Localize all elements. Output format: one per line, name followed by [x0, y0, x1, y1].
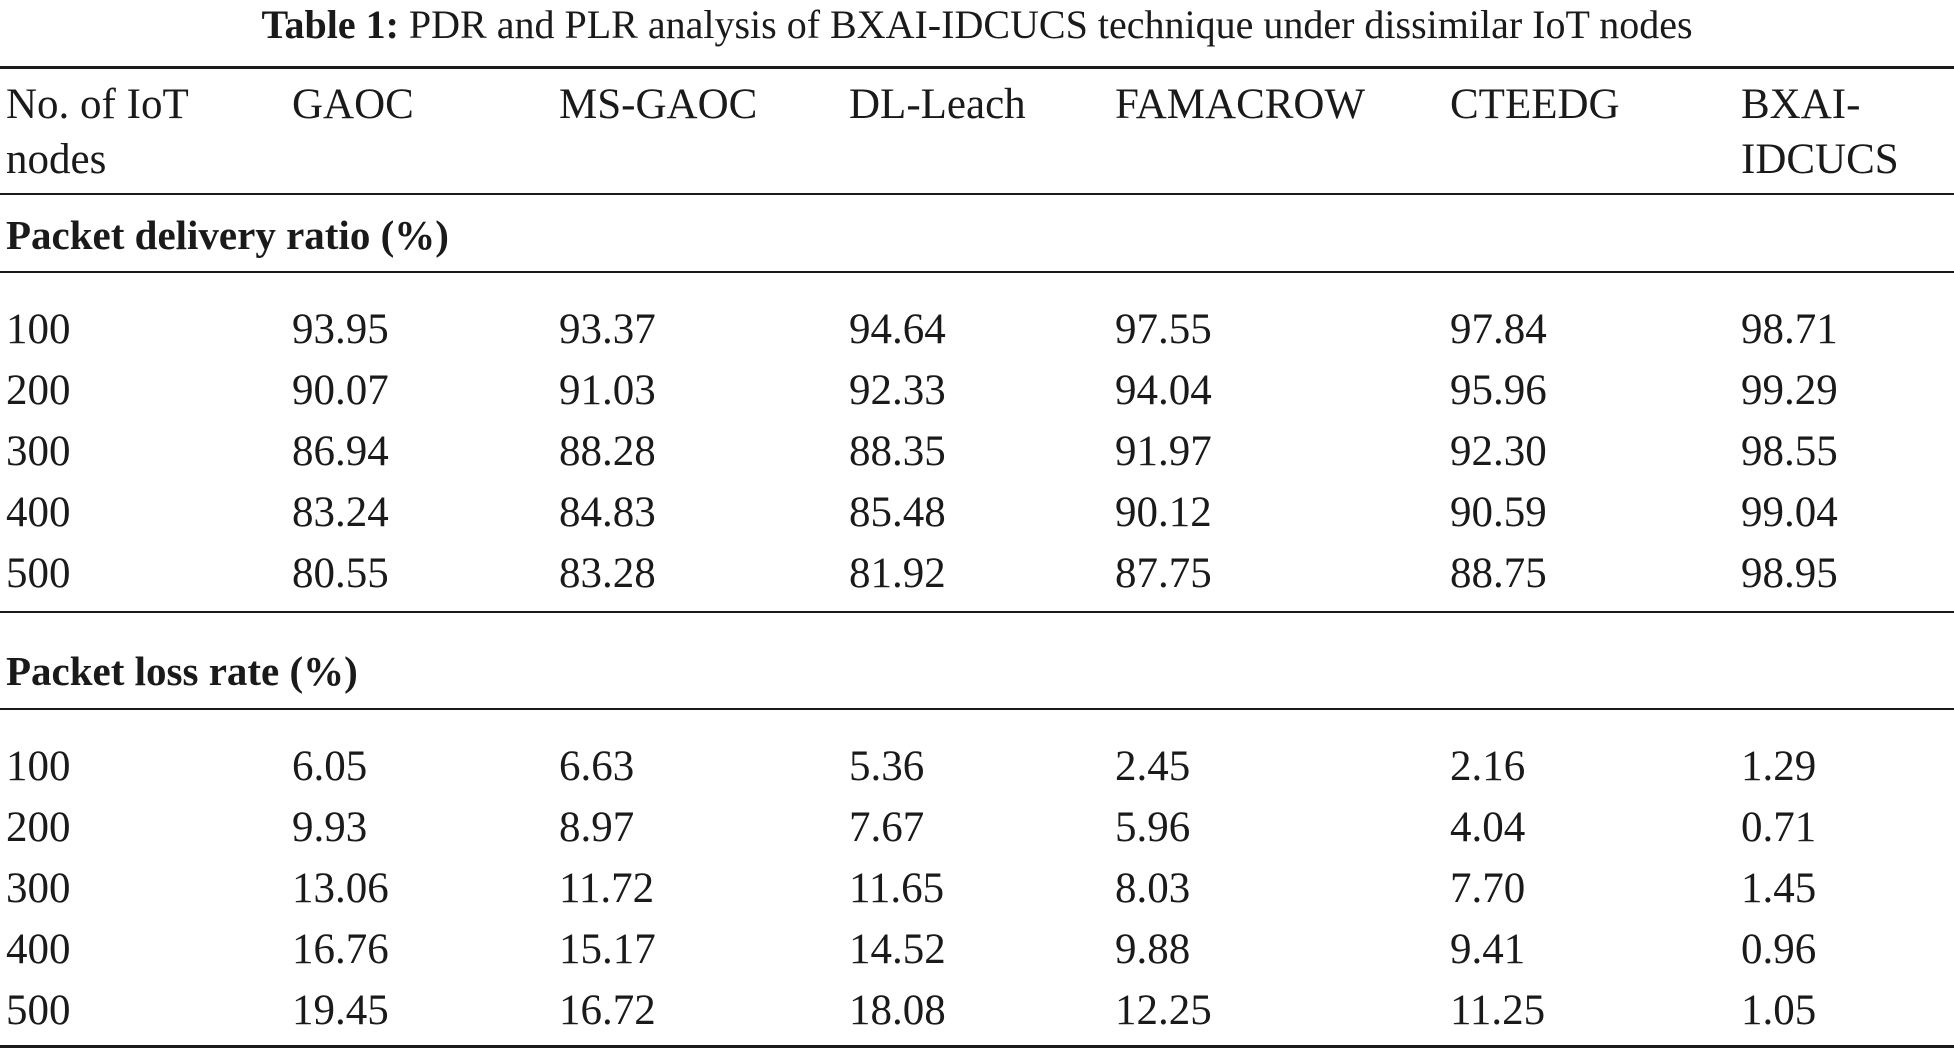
header-bxai-idcucs: [1741, 77, 1899, 187]
table-row: [0, 360, 1954, 421]
cell-dl-leach: 5.36: [849, 743, 925, 790]
table-row: [0, 797, 1954, 858]
cell-dl-leach: 85.48: [849, 489, 946, 536]
header-nodes-line1: No. of IoT: [6, 81, 189, 128]
cell-gaoc: 6.05: [292, 743, 368, 790]
table-row: [0, 421, 1954, 482]
cell-cteedg: 88.75: [1450, 550, 1547, 597]
header-bxai-line1: BXAI-: [1741, 81, 1861, 128]
section-title-pdr: Packet delivery ratio (%): [6, 212, 449, 258]
cell-bxai-idcucs: 1.05: [1741, 987, 1817, 1034]
cell-gaoc: 13.06: [292, 865, 389, 912]
cell-ms-gaoc: 6.63: [559, 743, 635, 790]
cell-bxai-idcucs: 99.04: [1741, 489, 1838, 536]
cell-gaoc: 83.24: [292, 489, 389, 536]
cell-famacrow: 8.03: [1115, 865, 1191, 912]
cell-dl-leach: 92.33: [849, 367, 946, 414]
cell-nodes: 100: [6, 743, 71, 790]
cell-gaoc: 86.94: [292, 428, 389, 475]
header-nodes-line2: nodes: [6, 136, 107, 183]
cell-bxai-idcucs: 0.96: [1741, 926, 1817, 973]
cell-famacrow: 9.88: [1115, 926, 1191, 973]
section-divider-rule: [0, 611, 1954, 613]
cell-dl-leach: 18.08: [849, 987, 946, 1034]
cell-dl-leach: 11.65: [849, 865, 945, 912]
table-row: [0, 299, 1954, 360]
table-caption: [0, 0, 1954, 52]
cell-dl-leach: 88.35: [849, 428, 946, 475]
cell-dl-leach: 7.67: [849, 804, 925, 851]
table-row: [0, 482, 1954, 543]
section-plr-rule: [0, 708, 1954, 710]
cell-gaoc: 93.95: [292, 306, 389, 353]
cell-ms-gaoc: 8.97: [559, 804, 635, 851]
cell-cteedg: 11.25: [1450, 987, 1546, 1034]
caption-label: Table 1:: [261, 2, 399, 47]
cell-gaoc: 9.93: [292, 804, 368, 851]
cell-ms-gaoc: 91.03: [559, 367, 656, 414]
cell-dl-leach: 81.92: [849, 550, 946, 597]
cell-ms-gaoc: 15.17: [559, 926, 656, 973]
cell-ms-gaoc: 83.28: [559, 550, 656, 597]
table-row: [0, 543, 1954, 604]
cell-bxai-idcucs: 98.71: [1741, 306, 1838, 353]
header-famacrow: FAMACROW: [1115, 81, 1366, 128]
cell-bxai-idcucs: 0.71: [1741, 804, 1817, 851]
cell-nodes: 200: [6, 367, 71, 414]
cell-nodes: 500: [6, 550, 71, 597]
header-ms-gaoc: MS-GAOC: [559, 81, 758, 128]
header-gaoc: GAOC: [292, 81, 414, 128]
cell-gaoc: 80.55: [292, 550, 389, 597]
cell-nodes: 300: [6, 428, 71, 475]
cell-cteedg: 9.41: [1450, 926, 1526, 973]
table-row: [0, 736, 1954, 797]
section-pdr-rule: [0, 271, 1954, 273]
cell-cteedg: 2.16: [1450, 743, 1526, 790]
cell-ms-gaoc: 11.72: [559, 865, 655, 912]
cell-bxai-idcucs: 99.29: [1741, 367, 1838, 414]
bottom-rule: [0, 1045, 1954, 1048]
cell-bxai-idcucs: 98.95: [1741, 550, 1838, 597]
table-row: [0, 980, 1954, 1041]
header-bxai-line2: IDCUCS: [1741, 136, 1899, 183]
top-rule: [0, 66, 1954, 69]
cell-nodes: 400: [6, 489, 71, 536]
cell-cteedg: 95.96: [1450, 367, 1547, 414]
section-title-plr: Packet loss rate (%): [6, 648, 358, 694]
cell-gaoc: 19.45: [292, 987, 389, 1034]
cell-ms-gaoc: 93.37: [559, 306, 656, 353]
header-dl-leach: DL-Leach: [849, 81, 1026, 128]
cell-bxai-idcucs: 1.29: [1741, 743, 1817, 790]
cell-ms-gaoc: 88.28: [559, 428, 656, 475]
header-cteedg: CTEEDG: [1450, 81, 1620, 128]
cell-famacrow: 87.75: [1115, 550, 1212, 597]
cell-cteedg: 92.30: [1450, 428, 1547, 475]
cell-ms-gaoc: 16.72: [559, 987, 656, 1034]
cell-famacrow: 12.25: [1115, 987, 1212, 1034]
cell-cteedg: 90.59: [1450, 489, 1547, 536]
cell-famacrow: 2.45: [1115, 743, 1191, 790]
cell-famacrow: 94.04: [1115, 367, 1212, 414]
cell-dl-leach: 14.52: [849, 926, 946, 973]
cell-nodes: 500: [6, 987, 71, 1034]
cell-cteedg: 97.84: [1450, 306, 1547, 353]
cell-nodes: 400: [6, 926, 71, 973]
cell-bxai-idcucs: 98.55: [1741, 428, 1838, 475]
cell-gaoc: 90.07: [292, 367, 389, 414]
table-row: [0, 919, 1954, 980]
cell-bxai-idcucs: 1.45: [1741, 865, 1817, 912]
cell-famacrow: 5.96: [1115, 804, 1191, 851]
header-nodes: [6, 77, 189, 187]
table-row: [0, 858, 1954, 919]
cell-famacrow: 91.97: [1115, 428, 1212, 475]
cell-ms-gaoc: 84.83: [559, 489, 656, 536]
caption-text: PDR and PLR analysis of BXAI-IDCUCS technique under dissimilar IoT nodes: [408, 2, 1693, 47]
cell-gaoc: 16.76: [292, 926, 389, 973]
cell-cteedg: 4.04: [1450, 804, 1526, 851]
cell-nodes: 200: [6, 804, 71, 851]
cell-famacrow: 97.55: [1115, 306, 1212, 353]
cell-nodes: 300: [6, 865, 71, 912]
cell-nodes: 100: [6, 306, 71, 353]
header-rule: [0, 193, 1954, 195]
cell-famacrow: 90.12: [1115, 489, 1212, 536]
cell-cteedg: 7.70: [1450, 865, 1526, 912]
cell-dl-leach: 94.64: [849, 306, 946, 353]
